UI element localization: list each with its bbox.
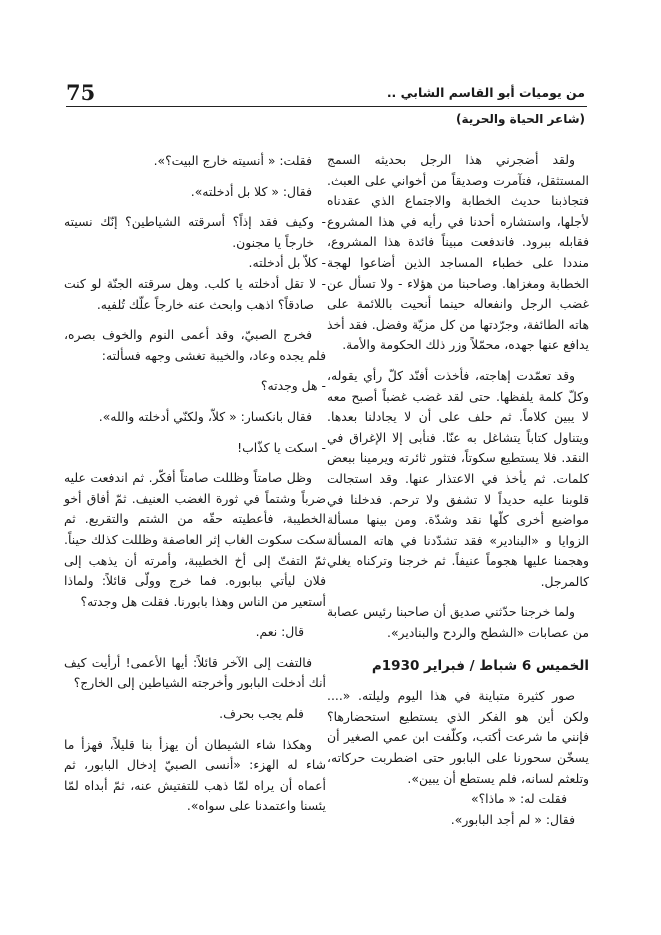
- book-subtitle: (شاعر الحياة والحرية): [455, 112, 585, 126]
- left-column: [64, 151, 326, 817]
- dialogue-line: فلم يجب بحرف.: [219, 706, 304, 722]
- dialogue-line: فقال بانكسار: « كلاّ، ولكنّي أدخلته والله».: [98, 408, 312, 424]
- paragraph: وقد تعمّدت إهاجته، فأخذت أفنّد كلّ رأي يقوله، وكلّ كلمة يلفظها. حتى لقد غضب غضباً أصبح معه لا يبين كلاماً. ثم حلف على أن لا يجادلنا بعدها. ويتناول كتاباً يتشاغل به عنّا. فنأبى إلا الإغراق في النقد. فلا يستطيع سكوتاً، فتثور ثائرته ويرمينا ببعض كلمات. ثم يأخذ في الاعتذار عنها. وقد استجالت قلوبنا عليه حديداً لا تشفق ولا ترحم. فدخلنا في مواضيع أخرى كلّها نقد وشدّة. ومن بينها مسألة الزوايا و «البنادير» فقد تشدّدنا في هاته المسألة وهجمنا عليها هجوماً عنيفاً. ثم خرجنا وتركناه يغلي كالمرجل.: [327, 367, 589, 589]
- paragraph: ولقد أضجرني هذا الرجل بحديثه السمج المستثقل، فتآمرت وصديقاً من أخواني على العبث. فتجاذبنا حديث الخطابة والاجتماع الذي عقدناه لأجلها، واستشاره أحدنا في رأيه في هذا المشروع فقابله ببرود. فاندفعت مبيناً فائدة هذا المشروع، منددا على خطباء المساجد الذين أضاعوا لهجة الخطابة ومغزاها. وصاحبنا من هؤلاء - ولا تسأل عن غضب الرجل وانفعاله حينما أنحيت باللائمة على هاته الطائفة، وجرّدتها من كل مزيّة وفضل. فقد أخذ يدافع عنها جهده، محمّلاً وزر ذلك الحكومة والأمة.: [327, 152, 589, 353]
- paragraph: فالتفت إلى الآخر قائلاً: أيها الأعمى! أرأيت كيف أنك أدخلت البابور وأخرجته الشياطين إلى الخارج؟: [64, 654, 326, 691]
- dialogue-line: فقلت له: « ماذا؟»: [471, 791, 567, 807]
- dialogue-line: - اسكت يا كذّاب!: [237, 439, 326, 455]
- dialogue-line: - وكيف فقد إذاً؟ أسرقته الشياطين؟ إنّك نسيته خارجاً يا مجنون.: [64, 214, 326, 250]
- dialogue-line: قال: نعم.: [255, 624, 304, 640]
- dialogue-line: فقلت: « أنسيته خارج البيت؟».: [153, 153, 312, 168]
- dialogue-line: فقال: « كلا بل أدخلته».: [190, 183, 312, 199]
- paragraph: فخرج الصبيّ، وقد أعمى النوم والخوف بصره، فلم يجده وعاد، والخيبة تغشى وجهه فسألته:: [64, 327, 326, 363]
- running-title: من يوميات أبو القاسم الشابي ..: [386, 85, 585, 100]
- dialogue-line: - كلاّ بل أدخلته.: [248, 255, 326, 271]
- right-column: [327, 150, 589, 830]
- dialogue-line: فقال: « لم أجد البابور».: [450, 811, 575, 827]
- paragraph: وظل صامتاً وظللت صامتاً أفكّر. ثم اندفعت عليه ضرباً وشتماً في ثورة الغضب العنيف. ثمّ أفاق أخو الخطيبة، فأعطيته حقّه من الشتم والتقريع. ثم سكت سكوت الغاب إثر العاصفة وظللت كذلك حيناً. ثمّ التفتّ إلى أخ الخطيبة، وأمرته أن يذهب إلى فلان ليأتي ببابوره. فما خرج وولّى قائلاً: ولماذا أستعير من الناس وهذا بابورنا. فقلت هل وجدته؟: [64, 470, 326, 609]
- paragraph: وهكذا شاء الشيطان أن يهزأ بنا قليلاً، فهزأ ما شاء له الهزء: «أنسى الصبيّ إدخال البابور، ثم أعماه أن يراه لمّا ذهب للتفتيش عنه، ثمّ أبداه لمّا يئسنا واعتمدنا على سواه».: [64, 736, 326, 814]
- paragraph: ولما خرجنا حدّثني صديق أن صاحبنا رئيس عصابة من عصابات «الشطح والردح والبنادير».: [327, 604, 589, 641]
- diary-date-heading: الخميس 6 شباط / فبراير 1930م: [371, 657, 589, 674]
- dialogue-line: - هل وجدته؟: [260, 378, 326, 394]
- page-number: 75: [66, 80, 96, 105]
- paragraph: صور كثيرة متباينة في هذا اليوم وليلته. «.... ولكن أين هو الفكر الذي يستطيع استحضارها؟ فإنني ما شرعت أكتب، وكلّفت ابن عمي الصغير أن يسخّن سحورنا على البابور حتى اضطربت حركاته، وتلعثم لسانه، فلم يستطع أن يبين».: [327, 688, 589, 786]
- dialogue-line: - لا تقل أدخلته يا كلب. وهل سرقته الجنّة لو كنت صادقاً؟ اذهب وابحث عنه خارجاً علّك تُلفيه.: [64, 275, 326, 312]
- header-rule: [66, 106, 587, 107]
